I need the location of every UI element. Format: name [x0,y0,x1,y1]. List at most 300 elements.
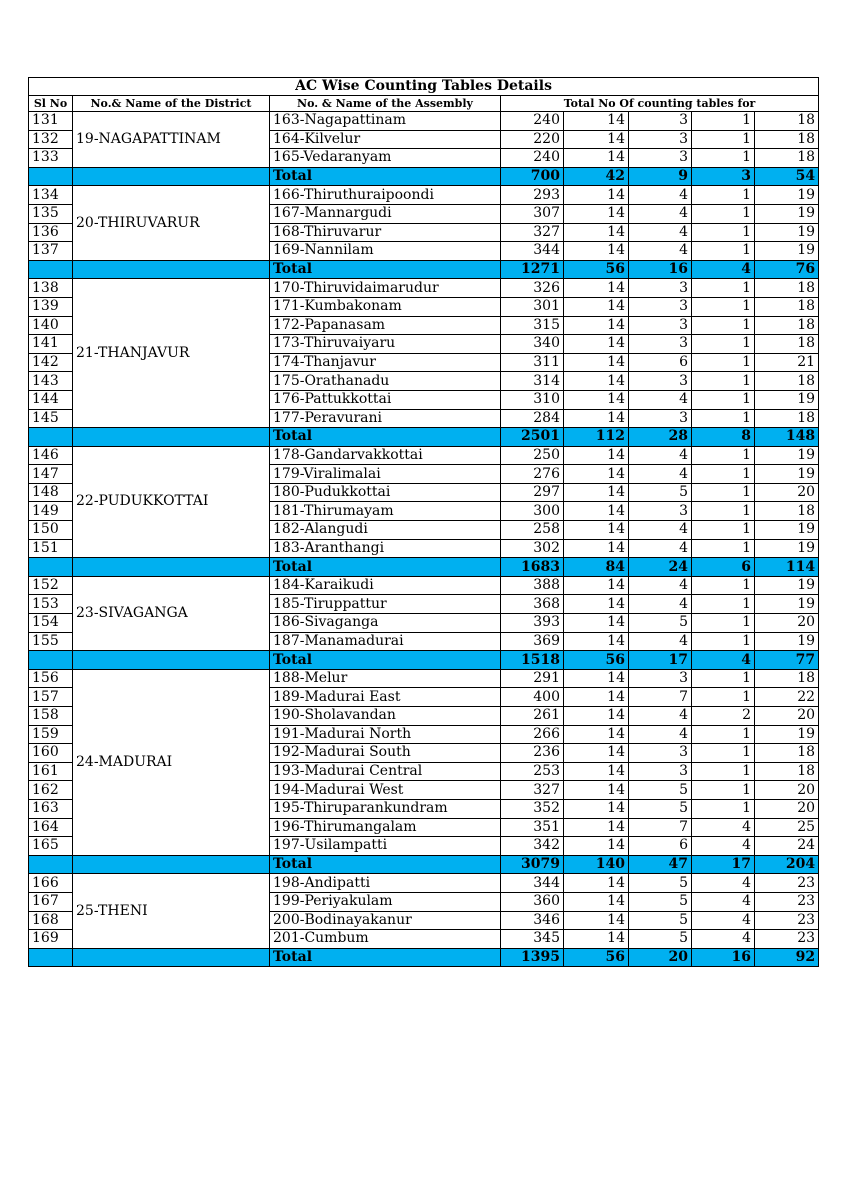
total-label-cell: Total [270,948,501,967]
count-cell: 1 [692,409,755,428]
total-district-cell [73,855,270,874]
count-cell: 310 [501,390,564,409]
assembly-name-cell: 170-Thiruvidaimarudur [270,279,501,298]
total-district-cell [73,558,270,577]
district-name-cell: 25-THENI [73,874,270,948]
table-row [29,446,819,465]
count-cell: 1 [692,465,755,484]
total-count-cell: 1271 [501,260,564,279]
count-cell: 291 [501,669,564,688]
count-cell: 18 [755,279,819,298]
count-cell: 3 [629,112,692,131]
total-label-cell: Total [270,260,501,279]
sl-no-cell: 140 [29,316,73,335]
count-cell: 4 [692,892,755,911]
count-cell: 14 [564,186,629,205]
count-cell: 14 [564,892,629,911]
total-sl-cell [29,558,73,577]
assembly-name-cell: 166-Thiruthuraipoondi [270,186,501,205]
count-cell: 266 [501,725,564,744]
total-district-cell [73,428,270,447]
total-count-cell: 17 [692,855,755,874]
sl-no-cell: 150 [29,521,73,540]
sl-no-cell: 133 [29,149,73,168]
total-sl-cell [29,948,73,967]
count-cell: 4 [629,186,692,205]
count-cell: 284 [501,409,564,428]
count-cell: 4 [629,539,692,558]
header-assembly: No. & Name of the Assembly [270,96,501,112]
sl-no-cell: 154 [29,614,73,633]
count-cell: 1 [692,372,755,391]
count-cell: 7 [629,688,692,707]
count-cell: 14 [564,223,629,242]
count-cell: 18 [755,112,819,131]
count-cell: 4 [629,521,692,540]
count-cell: 22 [755,688,819,707]
count-cell: 14 [564,446,629,465]
assembly-name-cell: 188-Melur [270,669,501,688]
assembly-name-cell: 179-Viralimalai [270,465,501,484]
count-cell: 297 [501,483,564,502]
count-cell: 1 [692,799,755,818]
count-cell: 4 [629,390,692,409]
count-cell: 14 [564,762,629,781]
count-cell: 342 [501,837,564,856]
count-cell: 258 [501,521,564,540]
count-cell: 340 [501,335,564,354]
sl-no-cell: 139 [29,297,73,316]
count-cell: 14 [564,279,629,298]
count-cell: 18 [755,335,819,354]
count-cell: 1 [692,632,755,651]
header-sl-no: Sl No [29,96,73,112]
total-count-cell: 2501 [501,428,564,447]
assembly-name-cell: 163-Nagapattinam [270,112,501,131]
count-cell: 1 [692,725,755,744]
count-cell: 19 [755,223,819,242]
count-cell: 360 [501,892,564,911]
total-count-cell: 1683 [501,558,564,577]
assembly-name-cell: 171-Kumbakonam [270,297,501,316]
sl-no-cell: 143 [29,372,73,391]
assembly-name-cell: 167-Mannargudi [270,204,501,223]
total-count-cell: 3 [692,167,755,186]
assembly-name-cell: 186-Sivaganga [270,614,501,633]
count-cell: 4 [692,911,755,930]
header-counting-tables: Total No Of counting tables for [501,96,819,112]
count-cell: 1 [692,576,755,595]
count-cell: 369 [501,632,564,651]
total-count-cell: 1395 [501,948,564,967]
count-cell: 1 [692,297,755,316]
assembly-name-cell: 200-Bodinayakanur [270,911,501,930]
count-cell: 4 [692,874,755,893]
total-count-cell: 1518 [501,651,564,670]
count-cell: 3 [629,669,692,688]
sl-no-cell: 153 [29,595,73,614]
sl-no-cell: 159 [29,725,73,744]
total-label-cell: Total [270,428,501,447]
total-row [29,260,819,279]
count-cell: 18 [755,409,819,428]
count-cell: 3 [629,297,692,316]
total-count-cell: 42 [564,167,629,186]
total-count-cell: 56 [564,260,629,279]
sl-no-cell: 132 [29,130,73,149]
district-name-cell: 21-THANJAVUR [73,279,270,428]
count-cell: 19 [755,521,819,540]
count-cell: 1 [692,614,755,633]
count-cell: 18 [755,762,819,781]
count-cell: 1 [692,688,755,707]
count-cell: 5 [629,799,692,818]
count-cell: 1 [692,521,755,540]
assembly-name-cell: 199-Periyakulam [270,892,501,911]
sl-no-cell: 151 [29,539,73,558]
count-cell: 4 [629,204,692,223]
count-cell: 3 [629,130,692,149]
count-cell: 3 [629,372,692,391]
assembly-name-cell: 185-Tiruppattur [270,595,501,614]
total-count-cell: 6 [692,558,755,577]
count-cell: 327 [501,781,564,800]
sl-no-cell: 148 [29,483,73,502]
total-count-cell: 4 [692,651,755,670]
sl-no-cell: 155 [29,632,73,651]
count-cell: 351 [501,818,564,837]
table-title: AC Wise Counting Tables Details [29,78,819,96]
assembly-name-cell: 165-Vedaranyam [270,149,501,168]
count-cell: 18 [755,669,819,688]
count-cell: 14 [564,353,629,372]
count-cell: 4 [629,242,692,261]
count-cell: 1 [692,223,755,242]
count-cell: 4 [692,818,755,837]
sl-no-cell: 144 [29,390,73,409]
count-cell: 327 [501,223,564,242]
total-district-cell [73,948,270,967]
total-sl-cell [29,855,73,874]
count-cell: 5 [629,930,692,949]
total-count-cell: 4 [692,260,755,279]
count-cell: 5 [629,614,692,633]
total-count-cell: 700 [501,167,564,186]
sl-no-cell: 167 [29,892,73,911]
count-cell: 393 [501,614,564,633]
count-cell: 18 [755,372,819,391]
total-count-cell: 28 [629,428,692,447]
count-cell: 20 [755,707,819,726]
count-cell: 1 [692,669,755,688]
count-cell: 352 [501,799,564,818]
count-cell: 250 [501,446,564,465]
count-cell: 14 [564,483,629,502]
count-cell: 4 [692,837,755,856]
count-cell: 4 [629,725,692,744]
count-cell: 4 [629,576,692,595]
sl-no-cell: 161 [29,762,73,781]
count-cell: 14 [564,149,629,168]
count-cell: 276 [501,465,564,484]
assembly-name-cell: 173-Thiruvaiyaru [270,335,501,354]
sl-no-cell: 147 [29,465,73,484]
count-cell: 3 [629,744,692,763]
count-cell: 14 [564,669,629,688]
count-cell: 4 [692,930,755,949]
count-cell: 18 [755,316,819,335]
count-cell: 14 [564,614,629,633]
count-cell: 5 [629,874,692,893]
count-cell: 14 [564,688,629,707]
count-cell: 4 [629,223,692,242]
count-cell: 236 [501,744,564,763]
title-row [29,78,819,96]
total-count-cell: 8 [692,428,755,447]
count-cell: 326 [501,279,564,298]
count-cell: 14 [564,632,629,651]
district-name-cell: 23-SIVAGANGA [73,576,270,650]
assembly-name-cell: 187-Manamadurai [270,632,501,651]
count-cell: 14 [564,409,629,428]
count-cell: 20 [755,483,819,502]
assembly-name-cell: 174-Thanjavur [270,353,501,372]
count-cell: 1 [692,279,755,298]
sl-no-cell: 158 [29,707,73,726]
assembly-name-cell: 168-Thiruvarur [270,223,501,242]
sl-no-cell: 131 [29,112,73,131]
count-cell: 14 [564,390,629,409]
count-cell: 1 [692,149,755,168]
count-cell: 14 [564,707,629,726]
assembly-name-cell: 169-Nannilam [270,242,501,261]
count-cell: 1 [692,446,755,465]
count-cell: 14 [564,372,629,391]
assembly-name-cell: 198-Andipatti [270,874,501,893]
count-cell: 23 [755,930,819,949]
total-label-cell: Total [270,651,501,670]
count-cell: 18 [755,130,819,149]
sl-no-cell: 157 [29,688,73,707]
total-count-cell: 17 [629,651,692,670]
count-cell: 1 [692,186,755,205]
sl-no-cell: 142 [29,353,73,372]
total-count-cell: 3079 [501,855,564,874]
count-cell: 5 [629,781,692,800]
count-cell: 240 [501,112,564,131]
count-cell: 14 [564,335,629,354]
count-cell: 3 [629,316,692,335]
count-cell: 19 [755,390,819,409]
count-cell: 14 [564,297,629,316]
total-label-cell: Total [270,558,501,577]
sl-no-cell: 137 [29,242,73,261]
count-cell: 1 [692,130,755,149]
count-cell: 14 [564,911,629,930]
district-name-cell: 24-MADURAI [73,669,270,855]
total-count-cell: 9 [629,167,692,186]
table-row [29,279,819,298]
assembly-name-cell: 184-Karaikudi [270,576,501,595]
total-district-cell [73,260,270,279]
total-row [29,558,819,577]
count-cell: 240 [501,149,564,168]
count-cell: 3 [629,149,692,168]
total-sl-cell [29,651,73,670]
count-cell: 14 [564,744,629,763]
count-cell: 23 [755,874,819,893]
table-row [29,186,819,205]
count-cell: 14 [564,316,629,335]
total-count-cell: 76 [755,260,819,279]
total-row [29,855,819,874]
count-cell: 19 [755,186,819,205]
total-count-cell: 77 [755,651,819,670]
count-cell: 19 [755,446,819,465]
count-cell: 20 [755,799,819,818]
total-count-cell: 56 [564,948,629,967]
assembly-name-cell: 176-Pattukkottai [270,390,501,409]
assembly-name-cell: 178-Gandarvakkottai [270,446,501,465]
count-cell: 1 [692,781,755,800]
counting-tables-table [28,77,819,967]
total-count-cell: 140 [564,855,629,874]
assembly-name-cell: 182-Alangudi [270,521,501,540]
sl-no-cell: 168 [29,911,73,930]
sl-no-cell: 165 [29,837,73,856]
assembly-name-cell: 192-Madurai South [270,744,501,763]
count-cell: 4 [629,595,692,614]
total-row [29,167,819,186]
sl-no-cell: 149 [29,502,73,521]
table-row [29,576,819,595]
count-cell: 3 [629,762,692,781]
count-cell: 4 [629,707,692,726]
count-cell: 14 [564,204,629,223]
total-label-cell: Total [270,167,501,186]
sl-no-cell: 164 [29,818,73,837]
count-cell: 400 [501,688,564,707]
count-cell: 314 [501,372,564,391]
count-cell: 1 [692,502,755,521]
count-cell: 19 [755,632,819,651]
count-cell: 14 [564,521,629,540]
total-count-cell: 112 [564,428,629,447]
total-count-cell: 204 [755,855,819,874]
total-count-cell: 54 [755,167,819,186]
count-cell: 302 [501,539,564,558]
assembly-name-cell: 194-Madurai West [270,781,501,800]
count-cell: 1 [692,353,755,372]
total-district-cell [73,167,270,186]
sl-no-cell: 160 [29,744,73,763]
assembly-name-cell: 197-Usilampatti [270,837,501,856]
total-count-cell: 24 [629,558,692,577]
count-cell: 1 [692,390,755,409]
count-cell: 3 [629,335,692,354]
count-cell: 14 [564,539,629,558]
assembly-name-cell: 196-Thirumangalam [270,818,501,837]
count-cell: 19 [755,539,819,558]
count-cell: 220 [501,130,564,149]
count-cell: 1 [692,335,755,354]
count-cell: 19 [755,595,819,614]
count-cell: 4 [629,632,692,651]
total-sl-cell [29,167,73,186]
count-cell: 253 [501,762,564,781]
header-row [29,96,819,112]
total-district-cell [73,651,270,670]
total-row [29,428,819,447]
count-cell: 14 [564,595,629,614]
count-cell: 261 [501,707,564,726]
sl-no-cell: 163 [29,799,73,818]
assembly-name-cell: 180-Pudukkottai [270,483,501,502]
count-cell: 1 [692,762,755,781]
district-name-cell: 22-PUDUKKOTTAI [73,446,270,558]
total-count-cell: 16 [692,948,755,967]
count-cell: 2 [692,707,755,726]
count-cell: 344 [501,874,564,893]
assembly-name-cell: 177-Peravurani [270,409,501,428]
count-cell: 3 [629,279,692,298]
sl-no-cell: 135 [29,204,73,223]
total-count-cell: 56 [564,651,629,670]
total-sl-cell [29,260,73,279]
total-count-cell: 16 [629,260,692,279]
assembly-name-cell: 183-Aranthangi [270,539,501,558]
count-cell: 1 [692,595,755,614]
district-name-cell: 20-THIRUVARUR [73,186,270,260]
count-cell: 14 [564,799,629,818]
count-cell: 6 [629,837,692,856]
count-cell: 25 [755,818,819,837]
total-count-cell: 20 [629,948,692,967]
table-row [29,112,819,131]
count-cell: 5 [629,483,692,502]
sl-no-cell: 141 [29,335,73,354]
count-cell: 23 [755,892,819,911]
assembly-name-cell: 193-Madurai Central [270,762,501,781]
count-cell: 19 [755,725,819,744]
count-cell: 19 [755,204,819,223]
count-cell: 1 [692,539,755,558]
count-cell: 20 [755,614,819,633]
assembly-name-cell: 175-Orathanadu [270,372,501,391]
count-cell: 3 [629,409,692,428]
count-cell: 3 [629,502,692,521]
count-cell: 14 [564,837,629,856]
count-cell: 23 [755,911,819,930]
header-district: No.& Name of the District [73,96,270,112]
assembly-name-cell: 172-Papanasam [270,316,501,335]
count-cell: 18 [755,297,819,316]
count-cell: 14 [564,576,629,595]
count-cell: 24 [755,837,819,856]
count-cell: 18 [755,502,819,521]
count-cell: 1 [692,744,755,763]
count-cell: 19 [755,576,819,595]
assembly-name-cell: 201-Cumbum [270,930,501,949]
total-row [29,948,819,967]
sl-no-cell: 156 [29,669,73,688]
count-cell: 307 [501,204,564,223]
count-cell: 4 [629,465,692,484]
count-cell: 1 [692,112,755,131]
count-cell: 14 [564,818,629,837]
count-cell: 388 [501,576,564,595]
sl-no-cell: 136 [29,223,73,242]
